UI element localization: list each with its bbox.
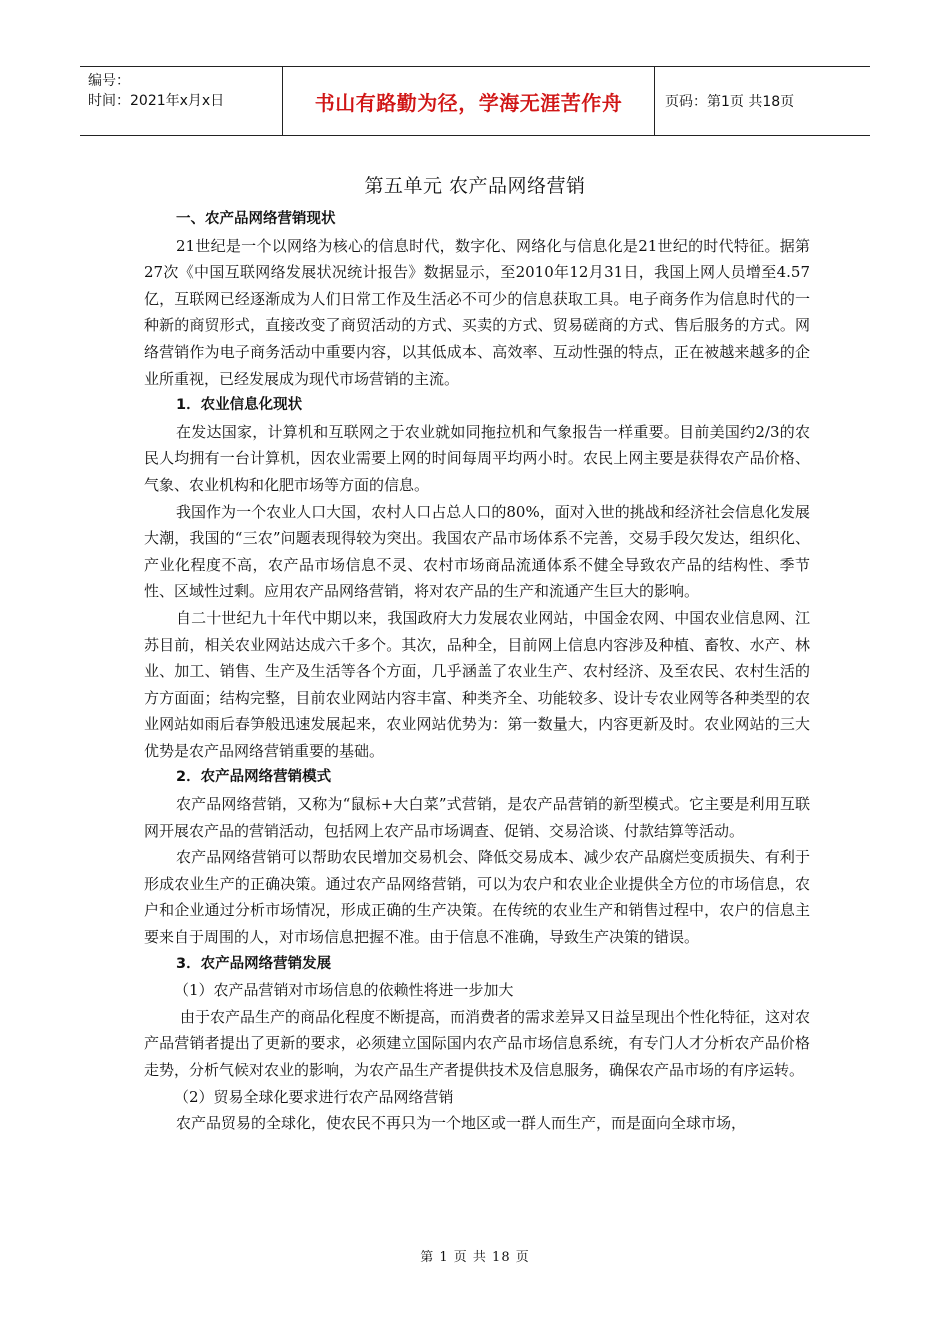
document-header (80, 66, 870, 136)
header-motto: 书山有路勤为径，学海无涯苦作舟 (283, 67, 655, 135)
section-heading: 一、农产品网络营销现状 (176, 211, 336, 227)
paragraph: 自二十世纪九十年代中期以来，我国政府大力发展农业网站，中国金农网、中国农业信息网、江苏目前，相关农业网站达成六千多个。其次，品种全，目前网上信息内容涉及种植、畜牧、水产、林业、加工、销售、生产及生活等各个方面，几乎涵盖了农业生产、农村经济、及至农民、农村生活的方方面面；结构完整，目前农业网站内容丰富、种类齐全、功能较多、设计专农业网等各种类型的农业网站如雨后春笋般迅速发展起来，农业网站优势为：第一数量大，内容更新及时。农业网站的三大优势是农产品网络营销重要的基础。 (144, 608, 810, 760)
paragraph: 21世纪是一个以网络为核心的信息时代，数字化、网络化与信息化是21世纪的时代特征。据第27次《中国互联网络发展状况统计报告》数据显示，至2010年12月31日，我国上网人员增至4.57亿，互联网已经逐渐成为人们日常工作及生活必不可少的信息获取工具。电子商务作为信息时代的一种新的商贸形式，直接改变了商贸活动的方式、买卖的方式、贸易磋商的方式、售后服务的方式。网络营销作为电子商务活动中重要内容，以其低成本、高效率、互动性强的特点，正在被越来越多的企业所重视，已经发展成为现代市场营销的主流。 (144, 236, 810, 388)
paragraph: 我国作为一个农业人口大国，农村人口占总人口的80%，面对入世的挑战和经济社会信息化发展大潮，我国的“三农”问题表现得较为突出。我国农产品市场体系不完善，交易手段欠发达，组织化、产业化程度不高，农产品市场信息不灵、农村市场商品流通体系不健全导致农产品的结构性、季节性、区域性过剩。应用农产品网络营销，将对农产品的生产和流通产生巨大的影响。 (144, 502, 810, 601)
page-footer: 第 1 页 共 18 页 (420, 1250, 530, 1265)
paragraph: 农产品贸易的全球化，使农民不再只为一个地区或一群人而生产，而是面向全球市场， (176, 1114, 747, 1133)
header-page-info: 页码：第1页 共18页 (665, 94, 795, 110)
document-title: 第五单元 农产品网络营销 (364, 175, 586, 197)
header-meta (80, 67, 283, 135)
paragraph: 在发达国家，计算机和互联网之于农业就如同拖拉机和气象报告一样重要。目前美国约2/3的农民人均拥有一台计算机，因农业需要上网的时间每周平均两小时。农民上网主要是获得农产品价格、气象、农业机构和化肥市场等方面的信息。 (144, 422, 810, 494)
paragraph: 由于农产品生产的商品化程度不断提高，而消费者的需求差异又日益呈现出个性化特征，这对农产品营销者提出了更新的要求，必须建立国际国内农产品市场信息系统，有专门人才分析农产品价格走势，分析气候对农业的影响，为农产品生产者提供技术及信息服务，确保农产品市场的有序运转。 (144, 1007, 811, 1079)
section-heading: 1．农业信息化现状 (176, 397, 303, 414)
paragraph: 农产品网络营销可以帮助农民增加交易机会、降低交易成本、减少农产品腐烂变质损失、有利于形成农业生产的正确决策。通过农产品网络营销，可以为农户和农业企业提供全方位的市场信息，农户和企业通过分析市场情况，形成正确的生产决策。在传统的农业生产和销售过程中，农户的信息主要来自于周围的人，对市场信息把握不准。由于信息不准确，导致生产决策的错误。 (144, 848, 810, 947)
document-body (144, 206, 810, 1137)
section-heading: 3．农产品网络营销发展 (176, 955, 332, 972)
subsection-heading: （2）贸易全球化要求进行农产品网络营销 (174, 1087, 454, 1106)
paragraph: 农产品网络营销，又称为“鼠标+大白菜”式营销，是农产品营销的新型模式。它主要是利用互联网开展农产品的营销活动，包括网上农产品市场调查、促销、交易洽谈、付款结算等活动。 (144, 795, 810, 840)
time-label: 时间：2021年x月x日 (88, 93, 225, 109)
subsection-heading: （1）农产品营销对市场信息的依赖性将进一步加大 (174, 981, 514, 1000)
section-heading: 2．农产品网络营销模式 (176, 769, 332, 786)
number-label: 编号： (88, 73, 130, 89)
